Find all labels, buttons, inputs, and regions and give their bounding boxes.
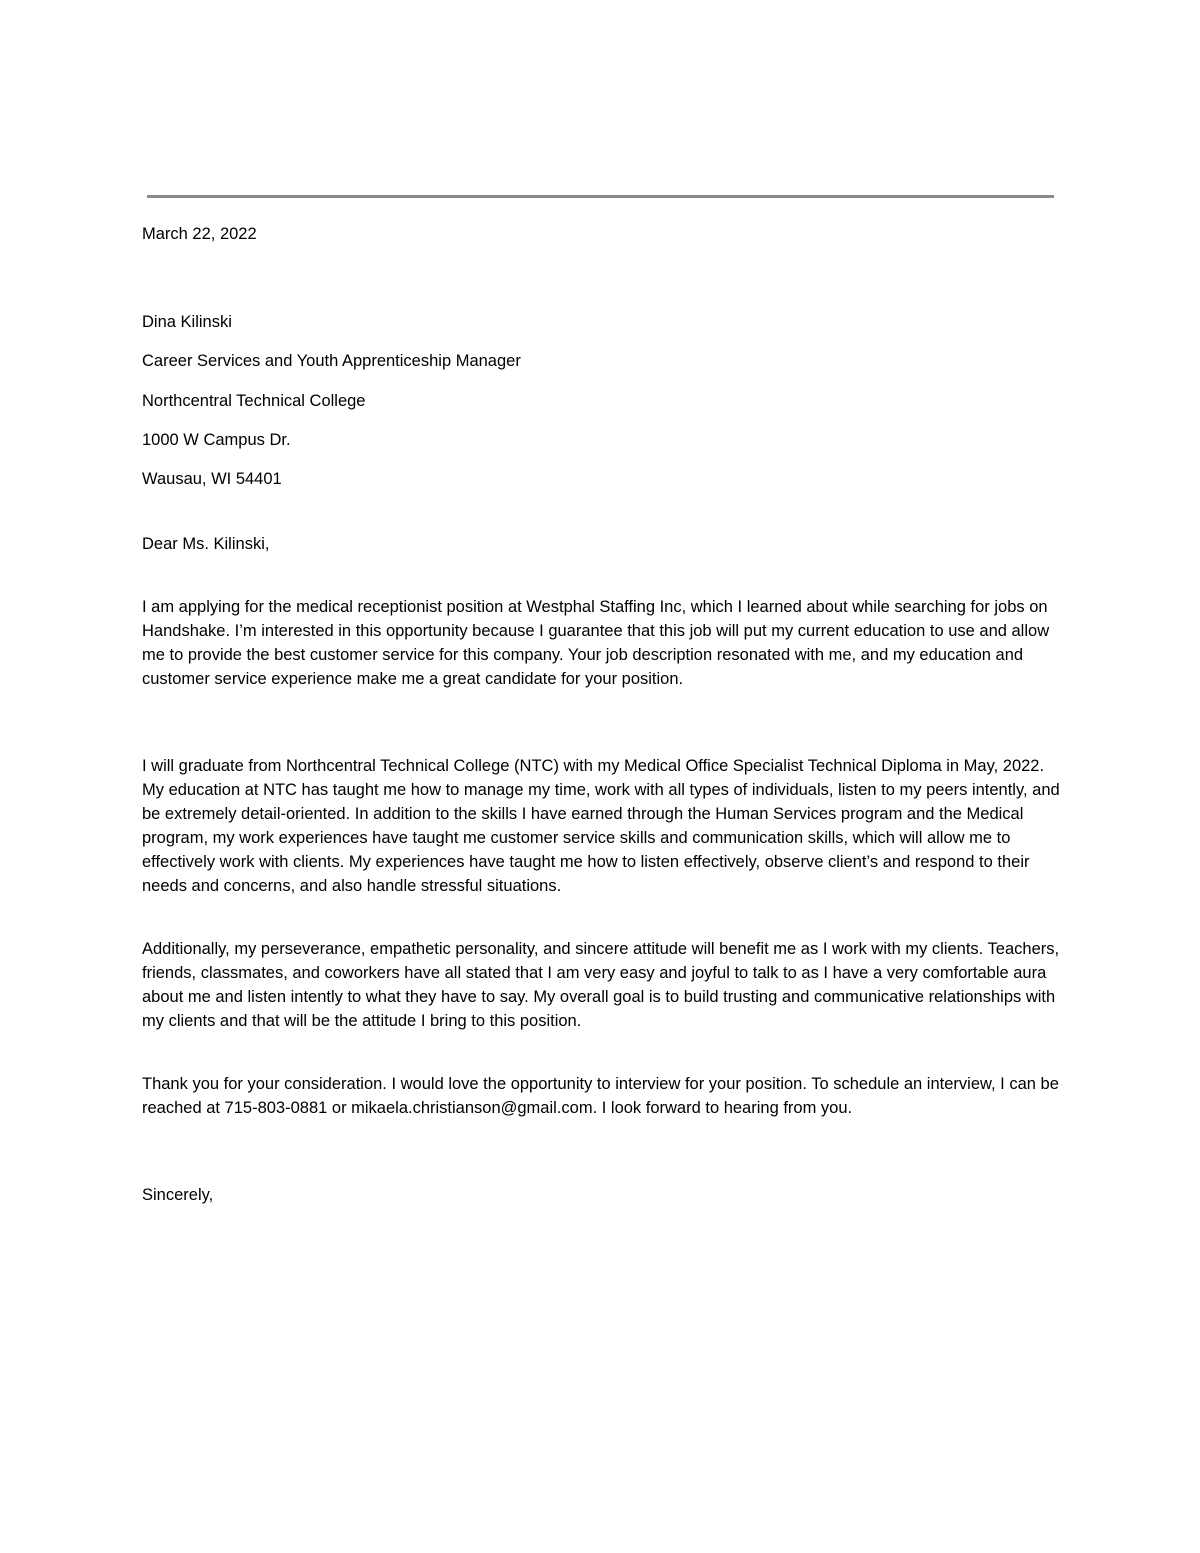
body-paragraph-3: Additionally, my perseverance, empathetic personality, and sincere attitude will benefit me as I work with my clients. Teachers, friends, classmates, and coworkers have all stated that I am very easy and joyful to talk to as I have a very comfortable aura about me and listen intently to what they have to say. My overall goal is to build trusting and communicative relationships with my clients and that will be the attitude I bring to this position. <box>142 940 1060 1030</box>
recipient-city-state-zip: Wausau, WI 54401 <box>142 470 282 488</box>
header-rule <box>147 195 1054 198</box>
recipient-title: Career Services and Youth Apprenticeship Manager <box>142 352 521 370</box>
letter-date: March 22, 2022 <box>142 225 257 243</box>
closing: Sincerely, <box>142 1186 214 1204</box>
body-paragraph-2: I will graduate from Northcentral Technical College (NTC) with my Medical Office Specialist Technical Diploma in May, 2022. My education at NTC has taught me how to manage my time, work with all types of individuals, listen to my peers intently, and be extremely detail-oriented. In addition to the skills I have earned through the Human Services program and the Medical program, my work experiences have taught me customer service skills and communication skills, which will allow me to effectively work with clients. My experiences have taught me how to listen effectively, observe client’s and respond to their needs and concerns, and also handle stressful situations. <box>142 757 1060 895</box>
body-paragraph-4: Thank you for your consideration. I would love the opportunity to interview for your position. To schedule an interview, I can be reached at 715-803-0881 or mikaela.christianson@gmail.com. I look forward to hearing from you. <box>142 1075 1059 1117</box>
recipient-name: Dina Kilinski <box>142 313 232 331</box>
recipient-organization: Northcentral Technical College <box>142 392 366 410</box>
body-paragraph-1: I am applying for the medical receptionist position at Westphal Staffing Inc, which I learned about while searching for jobs on Handshake. I’m interested in this opportunity because I guarantee that this job will put my current education to use and allow me to provide the best customer service for this company. Your job description resonated with me, and my education and customer service experience make me a great candidate for your position. <box>142 598 1050 688</box>
salutation: Dear Ms. Kilinski, <box>142 535 270 553</box>
recipient-street: 1000 W Campus Dr. <box>142 431 291 449</box>
